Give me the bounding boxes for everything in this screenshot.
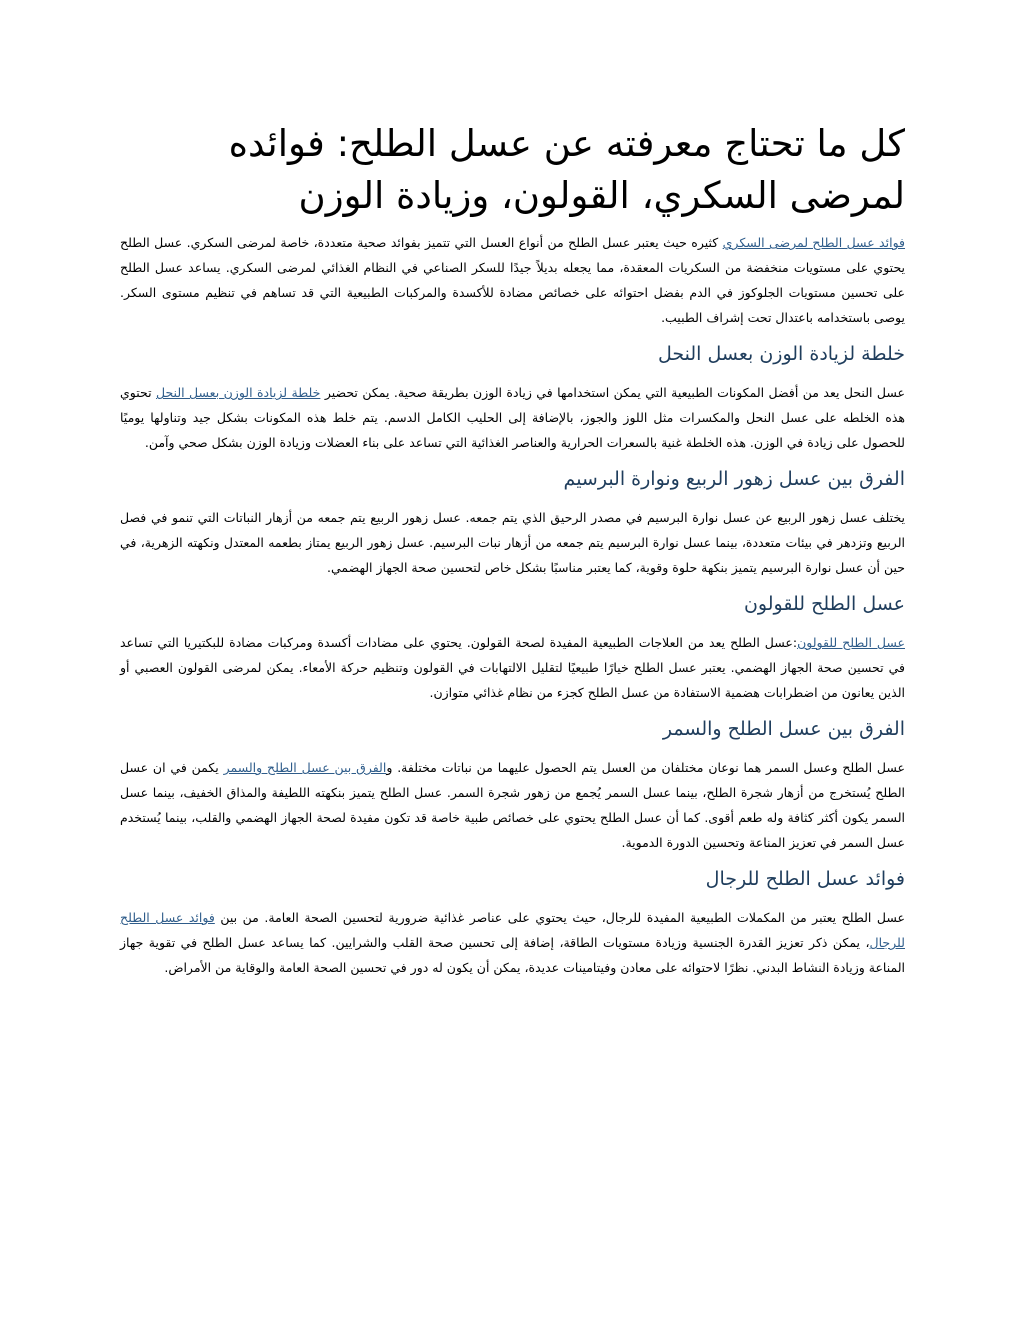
men-benefits-text-start: عسل الطلح يعتبر من المكملات الطبيعية المفيدة للرجال، حيث يحتوي على عناصر غذائية ضرورية لتحسين الصحة العامة. من بين <box>214 910 905 925</box>
spring-vs-clover-paragraph: يختلف عسل زهور الربيع عن عسل نوارة البرسيم في مصدر الرحيق الذي يتم جمعه. عسل زهور الربيع يتم جمعه من أزهار النباتات التي تنمو في فصل الربيع وتزدهر في بيئات متعددة، بينما عسل نوارة البرسيم يتم جمعه من أزهار نبات البرسيم. عسل زهور الربيع يمتاز بطعمه المعتدل ونكهته الزهرية، في حين أن عسل نوارة البرسيم يتميز بنكهة حلوة وقوية، كما يعتبر مناسبًا بشكل خاص لتحسين صحة الجهاز الهضمي. <box>120 510 905 575</box>
talh-vs-samar-paragraph <box>120 755 905 855</box>
heading-colon: عسل الطلح للقولون <box>743 593 905 615</box>
document-page <box>120 118 905 990</box>
heading-men-benefits: فوائد عسل الطلح للرجال <box>705 868 905 890</box>
weight-gain-text-end: تحتوي هذه الخلطه على عسل النحل والمكسرات مثل اللوز والجوز، بالإضافة إلى الحليب الكامل الدسم. يتم خلط هذه المكونات بشكل جيد وتناولها يوميًا للحصول على زيادة في الوزن. هذه الخلطة غنية بالسعرات الحرارية والعناصر الغذائية التي تساعد على بناء العضلات وزيادة الوزن بشكل صحي وآمن. <box>120 385 905 450</box>
colon-paragraph <box>120 630 905 705</box>
weight-gain-mix-link[interactable]: خلطة لزيادة الوزن بعسل النحل <box>156 385 321 400</box>
intro-paragraph-text: كثيره حيث يعتبر عسل الطلح من أنواع العسل التي تتميز بفوائد صحية متعددة، خاصة لمرضى السكري. عسل الطلح يحتوي على مستويات منخفضة من السكريات المعقدة، مما يجعله بديلاً جيدًا للسكر الصناعي في النظام الغذائي لمرضى السكري. يساعد عسل الطلح على تحسين مستويات الجلوكوز في الدم بفضل احتوائه على خصائص مضادة للأكسدة والمركبات الطبيعية التي قد تساهم في تنظيم مستوى السكر. يوصى باستخدامه باعتدال تحت إشراف الطبيب. <box>120 235 905 325</box>
men-benefits-text-end: ، يمكن ذكر تعزيز القدرة الجنسية وزيادة مستويات الطاقة، إضافة إلى تحسين صحة القلب والشرايين. كما يساعد عسل الطلح في تقوية جهاز المناعة وزيادة النشاط البدني. نظرًا لاحتوائه على معادن وفيتامينات عديدة، يمكن أن يكون له دور في تحسين الصحة العامة والوقاية من الأمراض. <box>120 935 905 975</box>
men-benefits-link[interactable]: فوائد عسل الطلح للرجال <box>120 910 905 950</box>
heading-talh-vs-samar: الفرق بين عسل الطلح والسمر <box>662 718 905 740</box>
talh-vs-samar-link[interactable]: الفرق بين عسل الطلح والسمر <box>223 760 387 775</box>
heading-weight-gain-mix: خلطة لزيادة الوزن بعسل النحل <box>658 343 905 365</box>
men-benefits-paragraph <box>120 905 905 980</box>
talh-vs-samar-text-end: يكمن في ان عسل الطلح يُستخرج من أزهار شجرة الطلح، بينما عسل السمر يُجمع من زهور شجرة السمر. عسل الطلح يتميز بنكهته اللطيفة والمذاق الخفيف، بينما عسل السمر يكون أكثر كثافة وله طعم أقوى. كما أن عسل الطلح يحتوي على خصائص طبية خاصة قد تكون مفيدة لصحة الجهاز الهضمي والقلب، بينما يُستخدم عسل السمر في تعزيز المناعة وتحسين الدورة الدموية. <box>120 760 905 850</box>
colon-paragraph-text: :عسل الطلح يعد من العلاجات الطبيعية المفيدة لصحة القولون. يحتوي على مضادات أكسدة ومركبات مضادة للبكتيريا التي تساعد في تحسين صحة الجهاز الهضمي. يعتبر عسل الطلح خيارًا طبيعيًا لتقليل الالتهابات في القولون وتنظيم حركة الأمعاء. يمكن لمرضى القولون العصبي أو الذين يعانون من اضطرابات هضمية الاستفادة من عسل الطلح كجزء من نظام غذائي متوازن. <box>120 635 905 700</box>
talh-vs-samar-text-start: عسل الطلح وعسل السمر هما نوعان مختلفان من العسل يتم الحصول عليهما من نباتات مختلفة. و <box>386 760 905 775</box>
heading-spring-vs-clover: الفرق بين عسل زهور الربيع ونوارة البرسيم <box>563 468 905 490</box>
diabetes-benefits-link[interactable]: فوائد عسل الطلح لمرضى السكري <box>722 235 906 250</box>
intro-paragraph <box>120 230 905 330</box>
weight-gain-text-start: عسل النحل يعد من أفضل المكونات الطبيعية التي يمكن استخدامها في زيادة الوزن بطريقة صحية. يمكن تحضير <box>320 385 905 400</box>
colon-link[interactable]: عسل الطلح للقولون <box>797 635 905 650</box>
weight-gain-paragraph <box>120 380 905 455</box>
document-title: كل ما تحتاج معرفته عن عسل الطلح: فوائده لمرضى السكري، القولون، وزيادة الوزن <box>228 122 905 217</box>
